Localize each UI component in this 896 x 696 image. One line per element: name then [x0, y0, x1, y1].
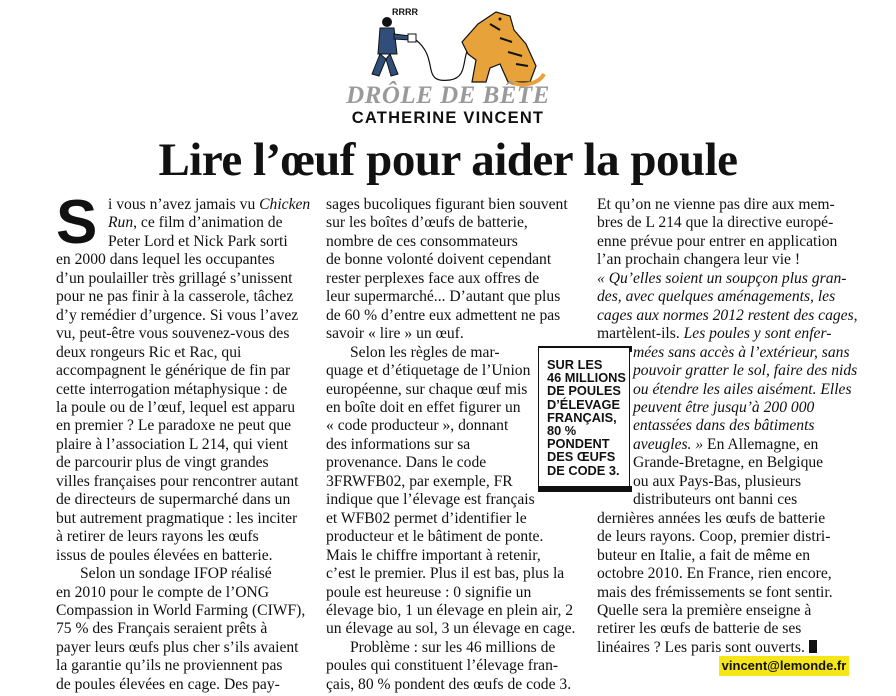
text-line: poule est heureuse : 0 signifie un [326, 583, 532, 601]
text-line: ou aux Pays-Bas, plusieurs [633, 472, 802, 490]
text-line: la poule ou de l’œuf, lequel est apparu [56, 398, 296, 416]
text-line: ou étendre les ailes aisément. Elles [633, 380, 852, 398]
article-column-1 [56, 188, 316, 694]
text-line: de leurs rayons. Coop, premier distri- [597, 528, 831, 546]
text-line: des informations sur sa [326, 435, 471, 453]
text-line: Problème : sur les 46 millions de [350, 638, 556, 656]
text-line: « code producteur », donnant [326, 417, 509, 435]
end-of-article-mark [809, 640, 817, 653]
text-line: nombre de ces consommateurs [326, 232, 518, 250]
text-line: la garantie qu’ils ne proviennent pas [56, 657, 283, 675]
drop-cap-letter: S [56, 188, 98, 257]
text-line: en premier ? Le paradoxe ne peut que [56, 417, 292, 435]
text-line: leur supermarché... D’autant que plus [326, 288, 561, 306]
text-line: Grande-Bretagne, en Belgique [633, 454, 824, 472]
text-line: entassées dans des bâtiments [633, 417, 815, 435]
text-line: à retirer de leurs rayons les œufs [56, 528, 259, 546]
text-line: et WFB02 permet d’identifier le [326, 509, 527, 527]
text-line: villes françaises pour rencontrer autant [56, 472, 299, 490]
pullquote-line: DE CODE 3. [547, 462, 620, 478]
text-line: des, avec quelques aménagements, les [597, 288, 836, 306]
pullquote-line: 80 % [547, 423, 577, 439]
text-line: producteur et le bâtiment de ponte. [326, 528, 544, 546]
person-figure [372, 17, 416, 76]
text-line: en boîte doit en effet figurer un [326, 398, 521, 416]
text-line: cette interrogation métaphysique : de [56, 380, 288, 398]
text-line: l’an prochain changera leur vie ! [597, 251, 801, 269]
pullquote-line: 46 MILLIONS [547, 370, 626, 386]
article-headline: Lire l’œuf pour aider la poule [158, 134, 738, 186]
text-line: savoir « lire » un œuf. [326, 325, 464, 343]
pullquote-line: DES ŒUFS [547, 449, 616, 465]
text-line: pouvoir gratter le sol, faire des nids [633, 362, 858, 380]
text-line: 75 % des Français seraient prêts à [56, 620, 268, 638]
text-line: de poules élevées en cage. Des pay- [56, 675, 280, 693]
text-line: retirer les œufs de batterie de ses [597, 620, 802, 638]
text-line: Quelle sera la première enseigne à [597, 601, 812, 619]
text-line: de 60 % d’entre eux admettent ne pas [326, 306, 561, 324]
pullquote-box [538, 348, 630, 486]
text-line: quage et d’étiquetage de l’Union [326, 362, 531, 380]
text-line: but autrement pragmatique : les inciter [56, 509, 298, 527]
text-line: un élevage au sol, 3 un élevage en cage. [326, 620, 576, 638]
text-line: mées sans accès à l’extérieur, sans [633, 343, 850, 361]
text-line: mais des frémissements se font sentir. [597, 583, 833, 601]
section-rubric: DRÔLE DE BÊTE [346, 82, 550, 109]
text-line: vu, peut-être vous souvenez-vous des [56, 325, 290, 343]
text-line: deux rongeurs Ric et Rac, qui [56, 343, 242, 361]
pullquote-line: DE POULES [547, 383, 621, 399]
text-line: Peter Lord et Nick Park sorti [108, 232, 288, 250]
text-line: c’est le premier. Plus il est bas, plus la [326, 565, 565, 583]
text-line: Selon un sondage IFOP réalisé [80, 565, 272, 583]
author-email[interactable]: vincent@lemonde.fr [719, 656, 849, 676]
text-line: cages aux normes 2012 restent des cages, [597, 306, 858, 324]
text-line: d’y remédier d’urgence. Si vous l’avez [56, 306, 299, 324]
text-line: rester perplexes face aux offres de [326, 269, 540, 287]
pullquote-line: D’ÉLEVAGE [547, 396, 621, 412]
text-line: en 2010 pour le compte de l’ONG [56, 583, 270, 601]
text-line: payer leurs œufs plus cher s’ils avaient [56, 638, 299, 656]
text-line: Mais le chiffre important à retenir, [326, 546, 541, 564]
text-line: buteur en Italie, a fait de même en [597, 546, 811, 564]
text-line: distributeurs ont banni ces [633, 491, 798, 509]
text-line: linéaires ? Les paris sont ouverts. [597, 639, 887, 657]
text-line: en 2000 dans lequel les occupantes [56, 251, 275, 269]
text-line: de bonne volonté doivent cependant [326, 251, 552, 269]
tiger-figure [462, 12, 544, 84]
article-column-3 [597, 196, 887, 657]
pullquote-line: SUR LES [547, 357, 603, 372]
text-line: 3FRWFB02, par exemple, FR [326, 472, 513, 490]
tiger-and-boxer-illustration [350, 4, 550, 88]
text-line: enne prévue pour entrer en application [597, 232, 838, 250]
text-line: poules qui constituent l’élevage fran- [326, 657, 559, 675]
text-line: Run, ce film d’animation de [108, 214, 283, 232]
text-line: aveugles. » En Allemagne, en [633, 435, 819, 453]
text-line: Selon les règles de mar- [350, 343, 500, 361]
text-line: d’un poulailler très grillagé s’unissent [56, 269, 293, 287]
text-line: de directeurs de supermarché dans un [56, 491, 291, 509]
text-line: plaire à l’association L 214, qui vient [56, 435, 288, 453]
text-line: indique que l’élevage est français [326, 491, 535, 509]
text-line: i vous n’avez jamais vu Chicken [108, 196, 311, 213]
text-line: bres de L 214 que la directive europé- [597, 214, 834, 232]
text-line: de parcourir plus de vingt grandes [56, 454, 269, 472]
text-line: issus de poules élevées en batterie. [56, 546, 273, 564]
text-line: dernières années les œufs de batterie [597, 509, 826, 527]
text-line: accompagnent le générique de fin par [56, 362, 291, 380]
text-line: sages bucoliques figurant bien souvent [326, 196, 568, 213]
text-line: peuvent être jusqu’à 200 000 [633, 398, 815, 416]
pullquote-bottom-rule [538, 486, 632, 492]
text-line: pour ne pas finir à la casserole, tâchez [56, 288, 294, 306]
text-line: çais, 80 % pondent des œufs de code 3. [326, 675, 572, 693]
sound-effect-label: RRRR [392, 7, 418, 17]
text-line: sur les boîtes d’œufs de batterie, [326, 214, 528, 232]
text-line: « Qu’elles soient un soupçon plus gran- [597, 269, 847, 287]
pullquote-line: FRANÇAIS, [547, 409, 617, 425]
text-line: martèlent-ils. Les poules y sont enfer- [597, 325, 832, 343]
text-line: européenne, sur chaque œuf mis [326, 380, 528, 398]
text-line: provenance. Dans le code [326, 454, 487, 472]
text-line: Et qu’on ne vienne pas dire aux mem- [597, 196, 835, 213]
author-byline: CATHERINE VINCENT [351, 109, 545, 127]
text-line: octobre 2010. En France, rien encore, [597, 565, 832, 583]
text-line: Compassion in World Farming (CIWF), [56, 601, 306, 619]
pullquote-line: PONDENT [547, 436, 610, 452]
text-line: élevage bio, 1 un élevage en plein air, 2 [326, 601, 574, 619]
